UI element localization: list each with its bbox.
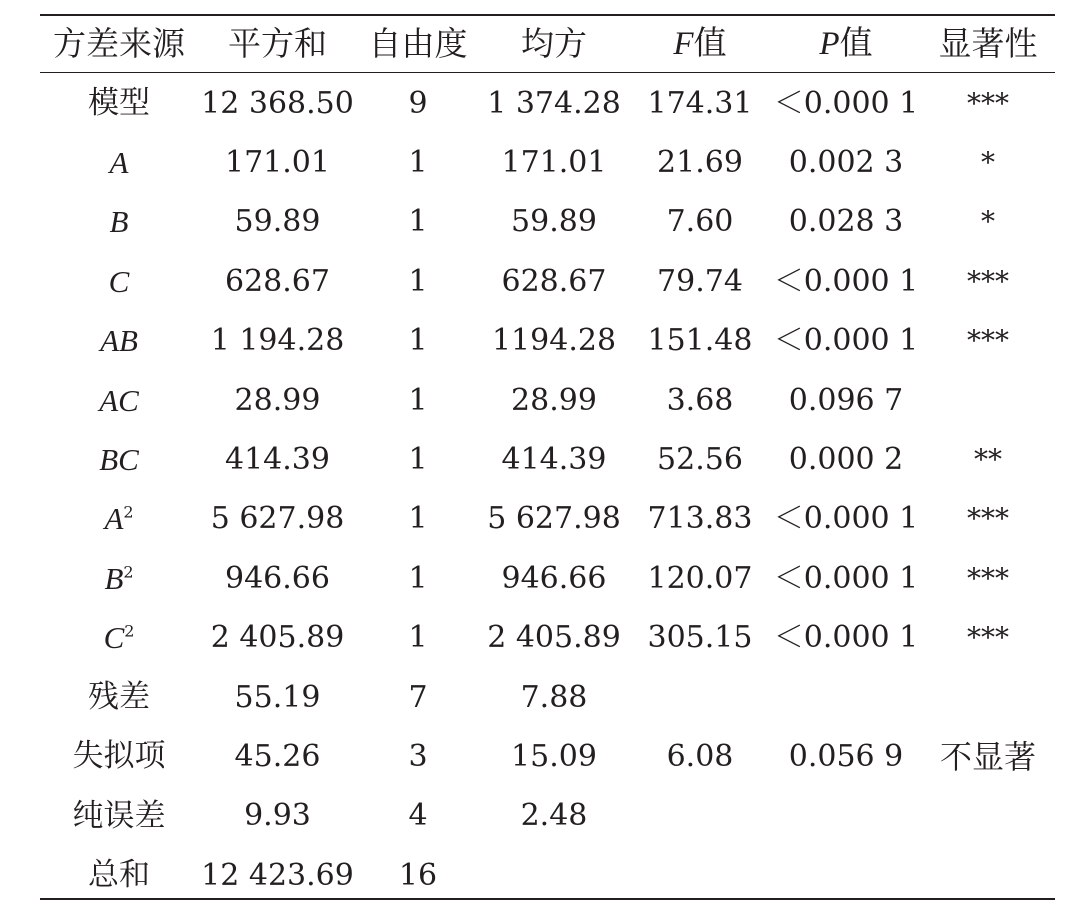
table-row xyxy=(40,371,1055,430)
cell-degrees-of-freedom: 1 xyxy=(408,442,428,478)
source-label: A xyxy=(109,145,129,181)
source-label: 总和 xyxy=(88,857,150,894)
cell-p-value: ＜0.000 1 xyxy=(773,85,919,121)
cell-source xyxy=(40,622,198,654)
cell-mean-square: 5 627.98 xyxy=(487,501,621,537)
cell-mean-square: 1194.28 xyxy=(491,323,617,359)
cell-significance: * xyxy=(981,205,995,239)
header-f-suffix: 值 xyxy=(693,23,727,62)
cell-significance: 不显著 xyxy=(939,737,1036,776)
cell-p-value: ＜0.000 1 xyxy=(773,501,919,537)
cell-source xyxy=(40,263,198,299)
source-superscript: 2 xyxy=(123,503,134,523)
cell-sum-of-squares: 12 423.69 xyxy=(201,857,354,893)
table-row xyxy=(40,846,1055,905)
cell-mean-square: 2 405.89 xyxy=(487,620,621,656)
cell-p-value: 0.096 7 xyxy=(788,382,904,418)
cell-mean-square: 15.09 xyxy=(511,738,597,774)
cell-sum-of-squares: 28.99 xyxy=(234,382,321,418)
cell-significance: ** xyxy=(974,443,1002,477)
table-row xyxy=(40,430,1055,489)
cell-sum-of-squares: 2 405.89 xyxy=(210,620,345,656)
table-row xyxy=(40,609,1055,668)
cell-significance: * xyxy=(981,146,995,180)
cell-mean-square: 1 374.28 xyxy=(487,85,621,121)
cell-degrees-of-freedom: 9 xyxy=(408,85,428,121)
table-header xyxy=(40,14,1055,73)
cell-degrees-of-freedom: 1 xyxy=(408,145,428,181)
cell-source xyxy=(40,560,198,596)
cell-source xyxy=(40,503,198,535)
cell-mean-square: 414.39 xyxy=(501,442,607,478)
cell-significance: *** xyxy=(967,86,1009,120)
table-row xyxy=(40,133,1055,192)
table-row xyxy=(40,727,1055,786)
source-label: B xyxy=(104,560,124,596)
source-label: C xyxy=(108,263,130,299)
cell-source xyxy=(40,679,198,716)
header-sum-of-squares: 平方和 xyxy=(228,24,327,63)
cell-sum-of-squares: 45.26 xyxy=(234,738,321,774)
cell-mean-square: 7.88 xyxy=(520,679,588,715)
source-label: AC xyxy=(99,382,139,418)
cell-mean-square: 946.66 xyxy=(501,560,607,596)
cell-mean-square: 28.99 xyxy=(511,382,597,418)
cell-source xyxy=(40,797,198,834)
cell-degrees-of-freedom: 1 xyxy=(408,382,428,418)
header-p-letter: P xyxy=(819,26,840,62)
cell-p-value: 0.000 2 xyxy=(788,442,904,478)
cell-mean-square: 2.48 xyxy=(520,798,588,834)
cell-source xyxy=(40,85,198,122)
header-degrees-of-freedom: 自由度 xyxy=(368,24,468,63)
cell-f-value: 713.83 xyxy=(647,501,753,537)
cell-sum-of-squares: 171.01 xyxy=(225,145,330,181)
header-p-value xyxy=(771,23,921,62)
cell-significance: *** xyxy=(967,621,1009,655)
cell-mean-square: 628.67 xyxy=(501,263,607,299)
cell-p-value: 0.056 9 xyxy=(788,738,904,774)
table-row xyxy=(40,549,1055,608)
cell-f-value: 120.07 xyxy=(647,560,753,596)
cell-f-value: 151.48 xyxy=(647,323,753,359)
cell-f-value: 3.68 xyxy=(666,382,734,418)
cell-degrees-of-freedom: 1 xyxy=(408,204,428,240)
cell-p-value: 0.002 3 xyxy=(788,145,904,181)
cell-f-value: 174.31 xyxy=(647,85,753,121)
cell-sum-of-squares: 55.19 xyxy=(234,679,321,715)
cell-source xyxy=(40,206,198,238)
cell-sum-of-squares: 1 194.28 xyxy=(210,323,345,359)
cell-f-value: 79.74 xyxy=(657,263,743,299)
cell-f-value: 7.60 xyxy=(666,204,734,240)
cell-p-value: ＜0.000 1 xyxy=(773,263,919,299)
source-label: BC xyxy=(99,442,139,478)
table-row xyxy=(40,252,1055,311)
source-label: 残差 xyxy=(88,679,150,716)
cell-degrees-of-freedom: 16 xyxy=(398,857,438,893)
header-mean-square: 均方 xyxy=(521,24,587,63)
cell-source xyxy=(40,444,198,476)
cell-sum-of-squares: 12 368.50 xyxy=(201,85,354,121)
cell-mean-square: 59.89 xyxy=(511,204,597,240)
table-row xyxy=(40,74,1055,133)
cell-significance: *** xyxy=(967,502,1009,536)
source-superscript: 2 xyxy=(124,621,135,641)
header-source: 方差来源 xyxy=(53,24,185,63)
source-label: AB xyxy=(100,323,138,359)
source-superscript: 2 xyxy=(123,562,134,582)
source-label: A xyxy=(104,501,124,537)
cell-p-value: ＜0.000 1 xyxy=(773,323,919,359)
cell-p-value: ＜0.000 1 xyxy=(773,560,919,596)
source-label: 纯误差 xyxy=(72,797,166,834)
header-f-value xyxy=(629,23,771,62)
table-row xyxy=(40,787,1055,846)
cell-sum-of-squares: 628.67 xyxy=(225,263,330,299)
table-row xyxy=(40,490,1055,549)
cell-source xyxy=(40,382,198,418)
table-row xyxy=(40,668,1055,727)
cell-f-value: 305.15 xyxy=(647,620,753,656)
cell-degrees-of-freedom: 3 xyxy=(408,738,428,774)
cell-significance: *** xyxy=(967,561,1009,595)
header-f-letter: F xyxy=(673,26,694,62)
anova-table xyxy=(40,14,1055,905)
header-p-suffix: 值 xyxy=(839,23,873,62)
cell-f-value: 52.56 xyxy=(657,442,743,478)
table-body xyxy=(40,73,1055,905)
cell-sum-of-squares: 414.39 xyxy=(225,442,330,478)
cell-significance: *** xyxy=(967,324,1009,358)
cell-degrees-of-freedom: 1 xyxy=(408,620,428,656)
cell-source xyxy=(40,857,198,894)
table-row xyxy=(40,312,1055,371)
cell-degrees-of-freedom: 1 xyxy=(408,501,428,537)
table-row xyxy=(40,193,1055,252)
cell-degrees-of-freedom: 1 xyxy=(408,560,428,596)
source-label: 模型 xyxy=(88,85,150,122)
cell-source xyxy=(40,147,198,179)
cell-degrees-of-freedom: 1 xyxy=(408,263,428,299)
header-significance: 显著性 xyxy=(938,24,1038,63)
cell-sum-of-squares: 5 627.98 xyxy=(210,501,345,537)
cell-source xyxy=(40,325,198,357)
cell-degrees-of-freedom: 1 xyxy=(408,323,428,359)
cell-p-value: ＜0.000 1 xyxy=(773,620,919,656)
cell-sum-of-squares: 946.66 xyxy=(225,560,330,596)
cell-significance: *** xyxy=(967,264,1009,298)
cell-degrees-of-freedom: 7 xyxy=(408,679,428,715)
source-label: B xyxy=(109,204,129,240)
cell-source xyxy=(40,738,198,775)
cell-f-value: 21.69 xyxy=(657,145,743,181)
cell-p-value: 0.028 3 xyxy=(788,204,904,240)
source-label: 失拟项 xyxy=(72,738,166,775)
cell-sum-of-squares: 9.93 xyxy=(244,798,311,834)
cell-sum-of-squares: 59.89 xyxy=(234,204,321,240)
cell-f-value: 6.08 xyxy=(666,738,734,774)
cell-degrees-of-freedom: 4 xyxy=(408,798,428,834)
source-label: C xyxy=(103,620,125,656)
cell-mean-square: 171.01 xyxy=(501,145,607,181)
